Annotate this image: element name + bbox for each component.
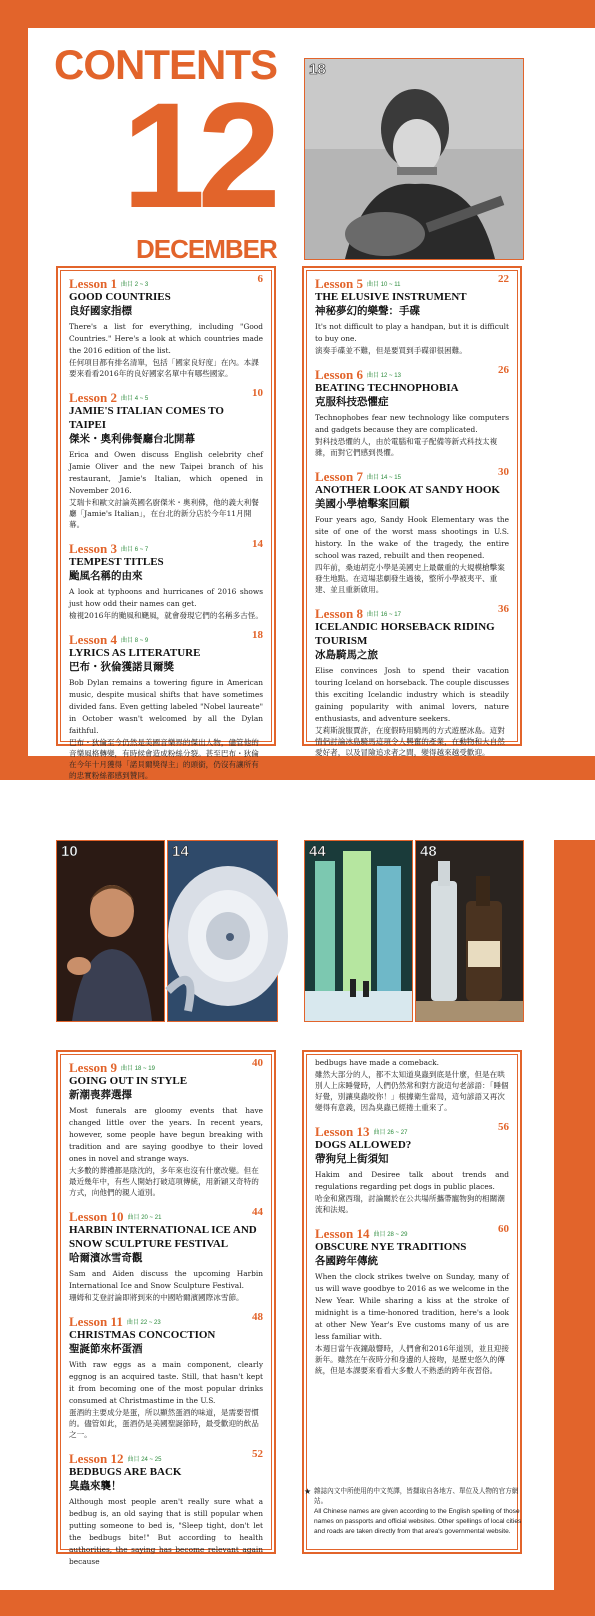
lesson-number: Lesson 11 [69,1314,123,1329]
audio-track: 曲目 26 ~ 27 [373,1130,408,1136]
lesson-zh-title: 美國小學槍擊案回顧 [315,498,410,510]
lesson-title: BEATING TECHNOPHOBIA [315,382,459,394]
lesson-zh-title: 新潮喪葬選擇 [69,1089,132,1101]
photo-typhoon [167,840,278,1022]
lesson-zh-title: 哈爾濱冰雪奇觀 [69,1252,143,1264]
lessons-box-inner [60,270,272,780]
audio-track: 曲目 16 ~ 17 [367,612,401,618]
lesson-header [69,1448,263,1465]
star-icon: ★ [304,1487,312,1496]
photo-harmonica-player [304,58,524,260]
photo-chef [56,840,165,1022]
lesson-item[interactable] [69,1448,263,1568]
lesson-page: 30 [498,466,509,478]
lesson-description: Although most people aren't really sure what a bedbug is, an old saying that is still popular when putting someone to bed is, "Sleep tight, don't let the bedbugs bite!" But according to health authorities, the saying has become relevant again because [69,1497,263,1566]
lesson-item[interactable] [315,603,509,758]
lesson-zh-description: 珊姆和艾登討論即將到來的中國哈爾濱國際冰雪節。 [69,1293,244,1302]
lesson-page: 44 [252,1206,263,1218]
continuation-text: bedbugs have made a comeback. [315,1058,439,1067]
audio-track: 曲目 20 ~ 21 [127,1215,162,1221]
audio-track: 曲目 12 ~ 13 [367,373,401,379]
lesson-item[interactable] [315,1223,509,1376]
lesson-zh-description: 任何項目都有排名清單，包括「國家良好度」在內。本課要來看看2016年的良好國家名單中有哪些國家。 [69,358,259,378]
photo-page-number: 48 [420,843,437,860]
lesson-number: Lesson 10 [69,1209,124,1224]
chef-image [57,841,164,1021]
lesson-zh-description: 演奏手碟並不難，但是要買到手碟卻很困難。 [315,346,467,355]
photo-ice-sculpture [304,840,413,1022]
lesson-description: Bob Dylan remains a towering figure in American music, despite musical shifts that have sometimes divided fans. Even getting labeled "Nobel laureate" in October wasn't welcomed by all the Dylan faithful. [69,678,263,735]
lesson-header [69,538,263,555]
lesson-zh-title: 神秘夢幻的樂聲：手碟 [315,305,420,317]
lesson-item[interactable] [69,629,263,781]
lesson-description: There's a list for everything, including "Good Countries." Here's a look at which countries made the 2016 edition of the list. [69,322,263,355]
lesson-number: Lesson 12 [69,1451,124,1466]
lesson-zh-description: 本週日當午夜鐘敲響時，人們會和2016年道別，並且迎接新年。雖然在午夜時分和身邊的人接吻，是歷史悠久的傳統，但是本課要來看看大多數人不熟悉的跨年夜習俗。 [315,1344,509,1375]
lesson-zh-title: 冰島騎馬之旅 [315,649,378,661]
lesson-zh-title: 各國跨年傳統 [315,1255,378,1267]
lesson-description: Most funerals are gloomy events that have changed little over the years. In recent years, however, some people have begun breaking with tradition and are saying goodbye to their loved ones in novel and strange ways. [69,1106,263,1163]
audio-track: 曲目 10 ~ 11 [367,282,401,288]
lesson-title: TEMPEST TITLES [69,556,164,568]
lesson-header [315,273,509,290]
audio-track: 曲目 28 ~ 29 [373,1232,408,1238]
lesson-page: 36 [498,603,509,615]
bottles-image [416,841,523,1021]
lesson-number: Lesson 14 [315,1226,370,1241]
lesson-title: GOING OUT IN STYLE [69,1075,188,1087]
lesson-title: BEDBUGS ARE BACK [69,1466,182,1478]
lesson-page: 22 [498,273,509,285]
lesson-description: Erica and Owen discuss English celebrity chef Jamie Oliver and the new Taipei branch of his restaurant, Jamie's Italian, which opened in November 2016. [69,450,263,495]
lesson-title: JAMIE'S ITALIAN COMES TO TAIPEI [69,405,224,431]
lesson-zh-description: 艾瑞卡和歐文討論英國名廚傑米・奧利佛，他的義大利餐廳「Jamie's Italian」，在台北的新分店於今年11月開幕。 [69,498,259,529]
lesson-header [315,1223,509,1240]
lesson-zh-title: 聖誕節來杯蛋酒 [69,1343,143,1355]
lesson-item[interactable] [69,538,263,621]
lesson-description: It's not difficult to play a handpan, but it is difficult to buy one. [315,322,509,343]
lesson-title: ICELANDIC HORSEBACK RIDING TOURISM [315,621,495,647]
lesson-zh-title: 臭蟲來襲！ [69,1480,122,1492]
lesson-description: When the clock strikes twelve on Sunday, many of us will wave goodbye to 2016 as we welcome in the New Year. While sharing a kiss at the stroke of midnight is a time-honored tradition, here's a look at other New Year's Eve customs many of us are less familiar with. [315,1272,509,1341]
lesson-header [315,364,509,381]
lesson-12-continuation [315,1057,509,1113]
lessons-box-13-14 [302,1050,522,1554]
lesson-header [69,1057,263,1074]
lesson-item[interactable] [69,1206,263,1303]
lesson-page: 40 [252,1057,263,1069]
lessons-box-inner [306,1054,518,1550]
photo-page-number: 18 [309,61,326,78]
month-heading: DECEMBER [136,234,277,264]
lesson-title: CHRISTMAS CONCOCTION [69,1329,216,1341]
lesson-title: GOOD COUNTRIES [69,291,171,303]
audio-track: 曲目 14 ~ 15 [367,475,401,481]
lesson-page: 14 [252,538,263,550]
audio-track: 曲目 4 ~ 5 [121,396,149,402]
typhoon-image [168,841,277,1021]
lesson-zh-description: 巴布・狄倫至今仍然是美國音樂界的傑出人物，儘管他的音樂風格轉變，有時候會造成粉絲分裂。甚至巴布・狄倫在今年十月獲得「諾貝爾獎得主」的頭銜，仍沒有讓所有的忠實粉絲都感到贊同。 [69,738,259,780]
lesson-page: 56 [498,1121,509,1133]
lesson-item[interactable] [69,1057,263,1198]
lesson-zh-description: 蛋酒的主要成分是蛋，所以顯然蛋酒的味道，是需要習慣的。儘管如此，蛋酒仍是美國聖誕節時，最受歡迎的飲品之一。 [69,1408,259,1439]
lesson-zh-title: 良好國家指標 [69,305,132,317]
lesson-zh-title: 傑米・奧利佛餐廳台北開幕 [69,433,195,445]
lessons-box-5-8 [302,266,522,757]
lesson-number: Lesson 9 [69,1060,118,1075]
lesson-header [69,273,263,290]
lessons-box-inner [60,1054,272,1566]
note-en: All Chinese names are given according to the English spelling of those names on passports and official websites. Other spellings of local cities and roads are taken directly from that area's governmental website. [314,1508,522,1535]
lesson-number: Lesson 5 [315,276,364,291]
lesson-description: Technophobes fear new technology like computers and gadgets because they are complicated. [315,413,509,434]
lesson-header [315,466,509,483]
lesson-zh-description: 檢視2016年的颱風和颶風，就會發現它們的名稱多古怪。 [69,611,263,620]
audio-track: 曲目 24 ~ 25 [127,1457,162,1463]
ice-sculpture-image [305,841,412,1021]
lesson-header [315,1121,509,1138]
lesson-description: Sam and Aiden discuss the upcoming Harbin International Ice and Snow Sculpture Festival. [69,1269,263,1290]
lesson-zh-description: 艾莉斯說服賈許，在度假時用騎馬的方式遊歷冰島。這對情侶討論冰島騎馬這項令人興奮的產業，在動物和大自然愛好者，以及冒險追求者之間，變得越來越受歡迎。 [315,726,505,757]
lesson-title: ANOTHER LOOK AT SANDY HOOK [315,484,500,496]
photo-page-number: 44 [309,843,326,860]
lesson-description: A look at typhoons and hurricanes of 2016 shows just how odd their names can get. [69,587,263,608]
lesson-item[interactable] [315,364,509,458]
lesson-zh-title: 帶狗兒上街須知 [315,1153,389,1165]
lesson-number: Lesson 6 [315,367,364,382]
lessons-box-inner [306,270,518,757]
lesson-title: THE ELUSIVE INSTRUMENT [315,291,467,303]
audio-track: 曲目 2 ~ 3 [121,282,149,288]
lesson-zh-description: 哈金和黛西瑞，討論關於在公共場所攜帶寵物狗的相關潮流和法規。 [315,1194,505,1214]
audio-track: 曲目 8 ~ 9 [121,638,149,644]
lesson-page: 48 [252,1311,263,1323]
lesson-title: OBSCURE NYE TRADITIONS [315,1241,467,1253]
lesson-number: Lesson 7 [315,469,364,484]
lesson-item[interactable] [315,1121,509,1215]
lesson-zh-description: 四年前，桑迪胡克小學是美國史上最嚴重的大規模槍擊案發生地點。在這場悲劇發生過後，整所小學被夷平、重建、並且重新啟用。 [315,563,505,594]
lesson-page: 26 [498,364,509,376]
harmonica-player-image [305,59,523,259]
audio-track: 曲目 22 ~ 23 [126,1320,161,1326]
bottom-page-strip [0,810,595,840]
lesson-description: With raw eggs as a main component, clearly eggnog is an acquired taste. Still, that hasn't kept it from becoming one of the most popular drinks consumed at Christmastime in the U.S. [69,1360,263,1405]
continuation-zh-text: 雖然大部分的人，都不太知道臭蟲到底是什麼，但是在哄別人上床睡覺時，人們仍然常和對方說這句老諺語：「睡個好覺，別讓臭蟲咬你！」根據衛生當局，這句諺語又再次變得有意義，因為臭蟲已經捲土重來了。 [315,1070,509,1112]
lesson-item[interactable] [69,1311,263,1440]
lesson-number: Lesson 3 [69,541,118,556]
lesson-page: 18 [252,629,263,641]
lesson-header [69,387,263,404]
lesson-number: Lesson 8 [315,606,364,621]
issue-number: 12 [122,71,273,239]
lesson-title: HARBIN INTERNATIONAL ICE AND SNOW SCULPTURE FESTIVAL [69,1224,257,1250]
lesson-number: Lesson 1 [69,276,118,291]
lesson-header [69,629,263,646]
lessons-box-1-4 [56,266,276,780]
lesson-zh-title: 颱風名稱的由來 [69,570,143,582]
audio-track: 曲目 18 ~ 19 [121,1066,155,1072]
photo-page-number: 10 [61,843,78,860]
lesson-item[interactable] [69,273,263,379]
lesson-number: Lesson 2 [69,390,118,405]
lesson-description: Four years ago, Sandy Hook Elementary was the site of one of the worst mass shootings in U.S. history. In the wake of the tragedy, the entire school was razed, rebuilt and then reopened. [315,515,509,560]
photo-page-number: 14 [172,843,189,860]
lesson-page: 52 [252,1448,263,1460]
lesson-number: Lesson 13 [315,1124,370,1139]
lesson-number: Lesson 4 [69,632,118,647]
lesson-title: LYRICS AS LITERATURE [69,647,201,659]
lesson-zh-description: 對科技恐懼的人，由於電腦和電子配備等新式科技太複雜，而對它們感到畏懼。 [315,437,498,457]
note-zh: 雜誌內文中所使用的中文英譯，皆擷取自各地方、單位及人物的官方網站。 [314,1488,519,1505]
lesson-page: 10 [252,387,263,399]
lesson-description: Hakim and Desiree talk about trends and regulations regarding pet dogs in public places. [315,1170,509,1191]
photo-bottles [415,840,524,1022]
lesson-item[interactable] [315,466,509,595]
lessons-box-9-12 [56,1050,276,1566]
lesson-item[interactable] [69,387,263,530]
lesson-header [315,603,509,620]
lesson-zh-title: 克服科技恐懼症 [315,396,389,408]
lesson-zh-title: 巴布・狄倫獲諾貝爾獎 [69,661,174,673]
lesson-header [69,1311,263,1328]
contents-heading: CONTENTS [54,41,277,88]
lesson-page: 60 [498,1223,509,1235]
lesson-header [69,1206,263,1223]
lesson-title: DOGS ALLOWED? [315,1139,412,1151]
lesson-description: Elise convinces Josh to spend their vacation touring Iceland on horseback. The couple discusses this exciting Icelandic industry which is steadily gaining popularity with animal lovers, nature enthusiasts, and adventure seekers. [315,666,509,723]
translation-note [304,1487,526,1537]
audio-track: 曲目 6 ~ 7 [121,547,149,553]
lesson-page: 6 [257,273,263,285]
lesson-item[interactable] [315,273,509,356]
lesson-zh-description: 大多數的葬禮都是陰沈的，多年來也沒有什麼改變。但在最近幾年中，有些人開始打破這項傳統，用新穎又奇特的方式，向他們的親人道別。 [69,1166,259,1197]
